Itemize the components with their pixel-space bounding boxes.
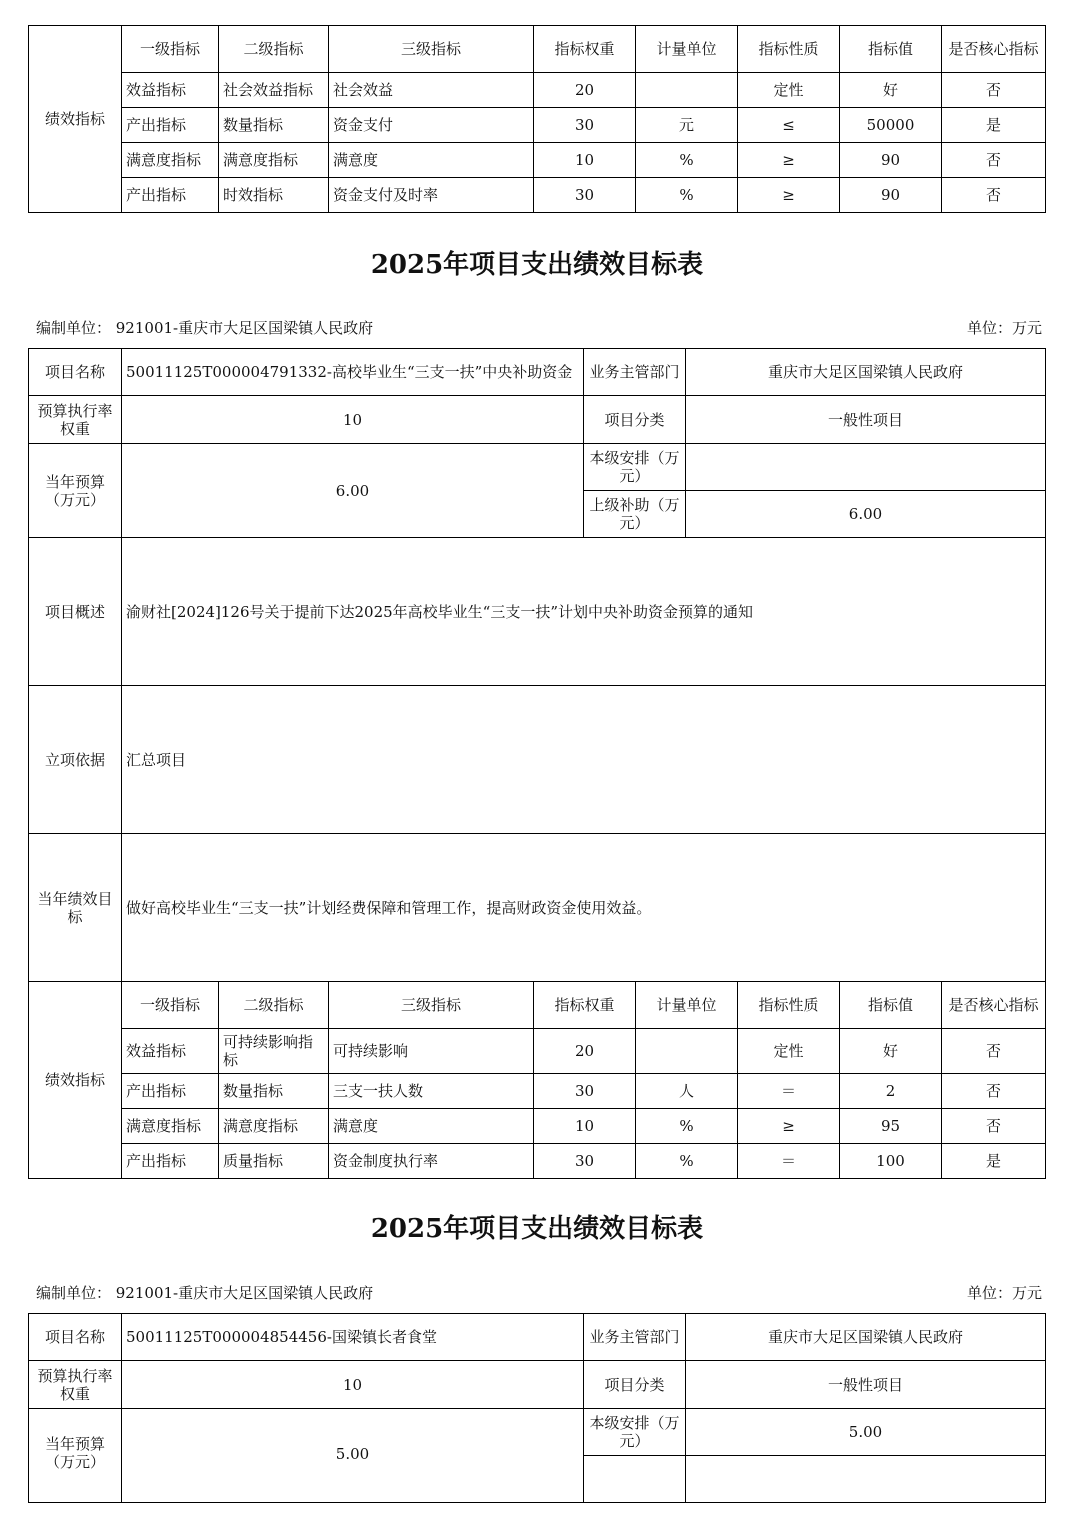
org-unit: 编制单位： 921001-重庆市大足区国梁镇人民政府 bbox=[36, 319, 374, 337]
table-row: 当年预算（万元） 5.00 本级安排（万元） 5.00 bbox=[29, 1409, 1046, 1456]
overview-text: 渝财社[2024]126号关于提前下达2025年高校毕业生“三支一扶”计划中央补助资金预算的通知 bbox=[122, 538, 1046, 686]
org-line bbox=[36, 1282, 1042, 1303]
page-title: 2025年项目支出绩效目标表 bbox=[370, 1214, 704, 1244]
table-row: 项目名称 50011125T000004791332-高校毕业生“三支一扶”中央补助资金 业务主管部门 重庆市大足区国梁镇人民政府 bbox=[29, 349, 1046, 396]
org-line bbox=[36, 317, 1042, 338]
table-row: 预算执行率权重 10 项目分类 一般性项目 bbox=[29, 396, 1046, 444]
table-row: 满意度指标 满意度指标 满意度 10 % ≥ 90 否 bbox=[29, 143, 1046, 178]
header-cell: 二级指标 bbox=[219, 26, 329, 73]
table-row: 上级补助（万元） 6.00 bbox=[29, 491, 1046, 538]
table-row: 预算执行率权重 10 项目分类 一般性项目 bbox=[29, 1361, 1046, 1409]
table-row: 立项依据 汇总项目 bbox=[29, 686, 1046, 834]
header-cell: 指标权重 bbox=[534, 26, 636, 73]
perf-label: 绩效指标 bbox=[29, 982, 122, 1179]
table-row: 产出指标 数量指标 三支一扶人数 30 人 ＝ 2 否 bbox=[29, 1074, 1046, 1109]
perf-header-row bbox=[29, 26, 1046, 73]
currency-unit: 单位：万元 bbox=[966, 1284, 1042, 1302]
header-cell: 指标值 bbox=[840, 26, 942, 73]
project-info-table-3 bbox=[28, 1313, 1046, 1503]
header-cell: 一级指标 bbox=[122, 26, 219, 73]
header-cell: 三级指标 bbox=[329, 26, 534, 73]
project-info-table-2 bbox=[28, 348, 1046, 982]
table-row: 满意度指标 满意度指标 满意度 10 % ≥ 95 否 bbox=[29, 1109, 1046, 1144]
header-cell: 计量单位 bbox=[636, 26, 738, 73]
budget-value: 6.00 bbox=[122, 444, 584, 538]
table-row: 产出指标 数量指标 资金支付 30 元 ≤ 50000 是 bbox=[29, 108, 1046, 143]
budget-value: 5.00 bbox=[122, 1409, 584, 1503]
table-row: 当年预算（万元） 6.00 本级安排（万元） bbox=[29, 444, 1046, 491]
header-cell: 是否核心指标 bbox=[942, 26, 1046, 73]
perf-table-1 bbox=[28, 25, 1046, 213]
table-row: 项目概述 渝财社[2024]126号关于提前下达2025年高校毕业生“三支一扶”计划中央补助资金预算的通知 bbox=[29, 538, 1046, 686]
project-name: 50011125T000004791332-高校毕业生“三支一扶”中央补助资金 bbox=[122, 349, 584, 396]
goal-text: 做好高校毕业生“三支一扶”计划经费保障和管理工作，提高财政资金使用效益。 bbox=[122, 834, 1046, 982]
org-unit: 编制单位： 921001-重庆市大足区国梁镇人民政府 bbox=[36, 1284, 374, 1302]
perf-header-row: 绩效指标 一级指标 二级指标 三级指标 指标权重 计量单位 指标性质 指标值 是否核心指标 bbox=[29, 982, 1046, 1029]
table-row: 产出指标 时效指标 资金支付及时率 30 % ≥ 90 否 bbox=[29, 178, 1046, 213]
dept-name: 重庆市大足区国梁镇人民政府 bbox=[686, 349, 1046, 396]
table-row: 产出指标 质量指标 资金制度执行率 30 % ＝ 100 是 bbox=[29, 1144, 1046, 1179]
perf-table-2 bbox=[28, 981, 1046, 1179]
table-row: 项目名称 50011125T000004854456-国梁镇长者食堂 业务主管部门 重庆市大足区国梁镇人民政府 bbox=[29, 1314, 1046, 1361]
dept-name: 重庆市大足区国梁镇人民政府 bbox=[686, 1314, 1046, 1361]
perf-label: 绩效指标 bbox=[29, 26, 122, 213]
header-cell: 指标性质 bbox=[738, 26, 840, 73]
project-name: 50011125T000004854456-国梁镇长者食堂 bbox=[122, 1314, 584, 1361]
table-row: 效益指标 可持续影响指标 可持续影响 20 定性 好 否 bbox=[29, 1029, 1046, 1074]
table-row: 效益指标 社会效益指标 社会效益 20 定性 好 否 bbox=[29, 73, 1046, 108]
table-row: 当年绩效目标 做好高校毕业生“三支一扶”计划经费保障和管理工作，提高财政资金使用效益。 bbox=[29, 834, 1046, 982]
basis-text: 汇总项目 bbox=[122, 686, 1046, 834]
currency-unit: 单位：万元 bbox=[966, 319, 1042, 337]
page-title: 2025年项目支出绩效目标表 bbox=[370, 250, 704, 280]
